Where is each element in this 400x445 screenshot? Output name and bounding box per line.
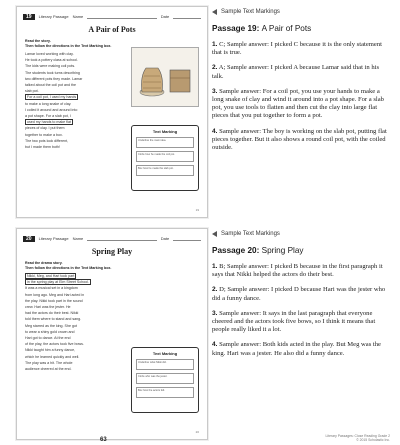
instruction-line: Read the drama story.: [25, 261, 63, 265]
footer-page-number: 20: [195, 430, 199, 434]
passage-title: Spring Play: [261, 246, 304, 255]
text-marking-title: Text Marking: [152, 351, 178, 356]
marked-story-line: For a coil pot, I used my hands: [27, 95, 77, 100]
answer-number: 1.: [212, 263, 218, 270]
story-line: Hari got to dance. At the end: [25, 336, 71, 341]
text-marking-row: Underline what Nikki did.: [136, 359, 194, 370]
pottery-illustration: [131, 47, 199, 107]
marked-story-line: in the spring play at Elm Street School.: [27, 280, 89, 285]
answer-item: [212, 128, 390, 153]
credit-line: [326, 434, 390, 442]
answer-number: 3.: [212, 309, 218, 317]
story-line: Lamar loved working with clay.: [25, 52, 74, 56]
story-text: [25, 273, 137, 372]
worksheet-header: [23, 12, 201, 21]
worksheet-title: Spring Play: [91, 247, 133, 256]
text-marking-title: Text Marking: [152, 129, 178, 134]
date-label: Date: [160, 14, 170, 19]
worksheet-number: 20: [23, 236, 35, 242]
text-marking-row: Circle who was the jester.: [136, 373, 194, 384]
answer-number: 2.: [212, 286, 218, 294]
story-line: told them where to stand and sang.: [25, 317, 82, 322]
instruction-line: Then follow the directions in the Text Marking box.: [25, 43, 112, 48]
story-line: crew. Hari was the jester. He: [25, 305, 71, 310]
name-line: [87, 14, 157, 19]
passage-title: A Pair of Pots: [261, 24, 312, 33]
story-line: Meg starred as the king. She got: [25, 323, 77, 328]
marked-story-line: Nikki, Meg, and Hari took part: [27, 274, 75, 278]
name-label: Name: [72, 14, 84, 19]
answer-item: [212, 41, 390, 57]
answer-number: 3.: [212, 87, 218, 95]
answer-number: 4.: [212, 341, 218, 349]
story-line: The two pots look different,: [25, 138, 69, 143]
answer-text: D; Sample answer: I picked D because Hari was the jester who did a funny dance.: [212, 286, 386, 302]
footer-page-number: 19: [195, 208, 199, 212]
page-number: 63: [100, 437, 107, 443]
worksheet-instructions: [25, 261, 111, 270]
marked-story-line: used my hands to make flat: [27, 120, 71, 125]
worksheet-thumbnail-passage-19: [16, 6, 208, 218]
name-label: Name: [72, 236, 84, 241]
story-line: slab pot.: [25, 89, 39, 94]
credit-title: Literary Passages: Close Reading Grade 2: [325, 434, 390, 438]
worksheet-footer: [25, 208, 199, 212]
worksheet-number: 19: [23, 14, 35, 20]
answer-item: [212, 88, 390, 121]
story-line: of the play, the actors took five bows.: [25, 342, 84, 347]
answer-key-passage-20: [212, 246, 390, 365]
text-marking-row: Box how he made the slab pot.: [136, 165, 194, 176]
story-line: but I made them both!: [25, 145, 60, 150]
instruction-line: Then follow the directions in the Text Marking box.: [25, 265, 112, 270]
story-line: He took a pottery class at school.: [25, 58, 78, 63]
answer-key-passage-19: [212, 24, 390, 159]
story-line: talked about the coil pot and the: [25, 83, 76, 88]
answer-item: [212, 286, 390, 302]
story-line: a pot shape. For a slab pot, I: [25, 114, 71, 119]
answer-number: 2.: [212, 64, 218, 72]
answer-text: Sample answer: For a coil pot, you use your hands to make a long snake of clay and wind it around into a pot shape. For a slab pot, you use tools to flatten and then cut the clay into large flat pieces that you put together to form a pot.: [212, 87, 384, 120]
story-line: It was a musical set in a kingdom: [25, 286, 78, 291]
sample-markings-label: [212, 231, 280, 237]
story-line: The kids were making coil pots.: [25, 64, 76, 69]
answer-item: [212, 310, 390, 335]
answer-key-heading: [212, 24, 390, 33]
answer-item: [212, 64, 390, 80]
answer-text: A; Sample answer: I picked A because Lamar said that in his talk.: [212, 64, 380, 80]
story-line: to make a long snake of clay.: [25, 101, 72, 106]
worksheet-label: Literary Passage: [38, 14, 69, 19]
story-line: had the actors do their best. Nikki: [25, 311, 79, 316]
text-marking-box: [131, 347, 199, 413]
answer-text: B; Sample answer: I picked B because in the first paragraph it says that Nikki helped the actors do their best.: [212, 263, 383, 279]
answer-item: [212, 263, 390, 279]
answer-number: 4.: [212, 127, 218, 135]
worksheet-footer: [25, 430, 199, 434]
story-line: from long ago. Meg and Hari acted in: [25, 292, 85, 297]
answer-text: C; Sample answer: I picked C because it is the only statement that is true.: [212, 41, 382, 57]
story-line: The play was a hit. The whole: [25, 360, 73, 365]
passage-number: Passage 20:: [212, 246, 260, 255]
story-line: which he learned quickly and well.: [25, 354, 80, 359]
worksheet-label: Literary Passage: [38, 236, 69, 241]
story-line: Nikki taught him a funny dance,: [25, 348, 76, 353]
story-line: pieces of clay. I put them: [25, 126, 65, 131]
answer-item: [212, 341, 390, 357]
passage-number: Passage 19:: [212, 24, 260, 33]
story-line: together to make a box.: [25, 132, 63, 137]
sample-markings-label: [212, 9, 280, 15]
answer-text: Sample answer: The boy is working on the slab pot, putting flat pieces together. But it also shows a round coil pot, with the coiled outside.: [212, 127, 387, 152]
story-line: The students took turns describing: [25, 70, 80, 75]
story-text: [25, 51, 129, 150]
pointer-arrow-icon: [212, 9, 217, 15]
story-line: the play. Nikki took part in the sound: [25, 298, 83, 303]
story-line: I coiled it around and around into: [25, 107, 78, 112]
story-line: to wear a shiny gold crown and: [25, 329, 75, 334]
instruction-line: Read the story.: [25, 39, 51, 43]
answer-text: Sample answer: It says in the last paragraph that everyone cheered and the actors took five bows, so I think it means that people really liked it a lot.: [212, 309, 376, 334]
worksheet-title: A Pair of Pots: [88, 25, 136, 34]
date-line: [173, 14, 201, 19]
worksheet-instructions: [25, 39, 111, 48]
credit-copyright: © 2015 Scholastic Inc.: [356, 438, 390, 442]
text-marking-row: Underline the main idea.: [136, 137, 194, 148]
answer-key-heading: [212, 246, 390, 255]
date-line: [173, 236, 201, 241]
text-marking-box: [131, 125, 199, 191]
worksheet-header: [23, 234, 201, 243]
answer-text: Sample answer: Both kids acted in the play. But Meg was the king. Hari was a jester. He also did a funny dance.: [212, 341, 381, 357]
pointer-arrow-icon: [212, 231, 217, 237]
name-line: [87, 236, 157, 241]
worksheet-thumbnail-passage-20: [16, 228, 208, 440]
answer-number: 1.: [212, 41, 218, 48]
sample-markings-text: Sample Text Markings: [221, 9, 280, 15]
story-line: two different pots they made. Lamar: [25, 76, 83, 81]
story-line: audience cheered at the end.: [25, 367, 72, 372]
text-marking-row: Circle how he made the coil pot.: [136, 151, 194, 162]
text-marking-row: Box how the actors felt.: [136, 387, 194, 398]
sample-markings-text: Sample Text Markings: [221, 231, 280, 237]
date-label: Date: [160, 236, 170, 241]
